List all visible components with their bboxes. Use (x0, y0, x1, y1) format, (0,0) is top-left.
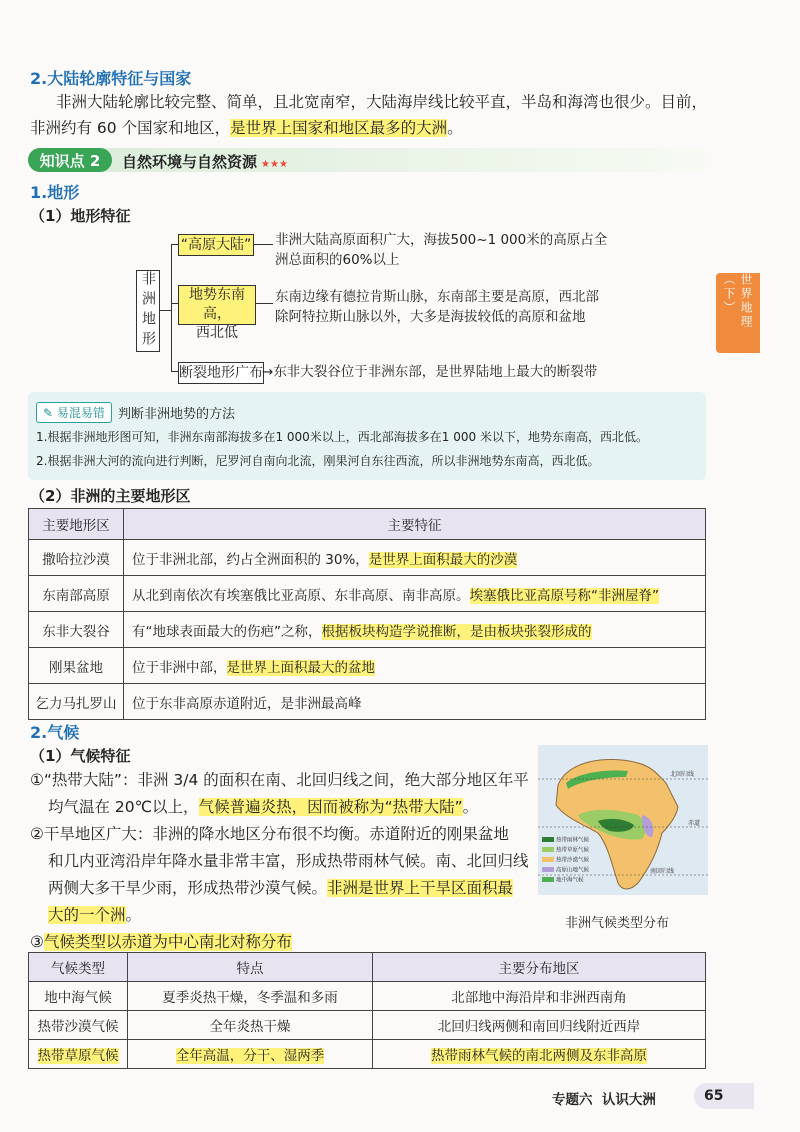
para-line: ②干旱地区广大：非洲的降水地区分布很不均衡。赤道附近的刚果盆地 (30, 825, 509, 843)
para-text: 均气温在 20℃以上， (48, 798, 199, 816)
legend-swatch (542, 837, 554, 842)
arrow (255, 303, 273, 304)
desc-line: 非洲大陆高原面积广大，海拔500~1 000米的高原占全 (275, 232, 608, 248)
table-row (29, 982, 706, 1011)
cell-type: 热带沙漠气候 (29, 1011, 128, 1040)
footer-title-text: 认识大洲 (601, 1092, 656, 1108)
para-line (30, 875, 540, 902)
cell-text: 从北到南依次有埃塞俄比亚高原、东非高原、南非高原。 (132, 587, 470, 604)
cell-feature (124, 684, 706, 720)
cell-feature (124, 648, 706, 684)
cell-feature (124, 612, 706, 648)
footer-topic (552, 1088, 656, 1108)
climate-para (30, 767, 540, 956)
cell-type: 地中海气候 (29, 982, 128, 1011)
knowledge-title (122, 151, 288, 172)
node-desc: →东非大裂谷位于非洲东部，是世界陆地上最大的断裂带 (262, 364, 598, 380)
highlight-text: 气候普遍炎热，因而被称为“热带大陆” (198, 798, 463, 816)
terrain-heading: 1.地形 (30, 183, 80, 202)
star-icon: ★★★ (261, 159, 288, 170)
desc-line: 洲总面积的60%以上 (275, 252, 400, 268)
tip-badge-text: 易混易错 (56, 406, 105, 420)
cell-text: 有“地球表面最大的伤疤”之称， (132, 623, 322, 640)
para-text: ③ (30, 933, 44, 951)
connector (171, 244, 172, 372)
desc-line: 除阿特拉斯山脉以外，大多是海拔较低的高原和盆地 (275, 309, 586, 325)
highlight-text: 是世界上面积最大的沙漠 (368, 551, 518, 568)
highlight-text: 热带雨林气候的南北两侧及东非高原 (431, 1048, 647, 1064)
arrow (253, 244, 273, 245)
highlight-text: 是世界上国家和地区最多的大洲 (230, 119, 448, 137)
node-desc (275, 230, 607, 270)
col-header: 特点 (128, 953, 373, 982)
climate-sub: （1）气候特征 (30, 747, 131, 765)
diagram-node (178, 285, 256, 341)
highlight-text: 大的一个洲 (48, 906, 126, 924)
map-caption: 非洲气候类型分布 (565, 916, 670, 931)
footer-topic-text: 专题六 (552, 1092, 593, 1108)
col-header: 气候类型 (29, 953, 128, 982)
diagram-node: “高原大陆” (178, 234, 254, 256)
cell-feature (128, 1040, 373, 1069)
legend-swatch (542, 867, 554, 872)
para-text: 。 (447, 119, 463, 137)
cell-name: 乞力马扎罗山 (29, 684, 124, 720)
cell-region: 北部地中海沿岸和非洲西南角 (373, 982, 706, 1011)
table-row (29, 1040, 706, 1069)
cell-region: 北回归线两侧和南回归线附近西岸 (373, 1011, 706, 1040)
cell-text: 位于东非高原赤道附近，是非洲最高峰 (132, 695, 362, 712)
para-text: 。 (462, 798, 479, 816)
cell-feature (124, 540, 706, 576)
tip-title: 判断非洲地势的方法 (118, 407, 236, 422)
tip-line: 1.根据非洲地形图可知，非洲东南部海拔多在1 000米以上，西北部海拔多在1 000 米以下，地势东南高，西北低。 (36, 430, 648, 444)
cell-name: 东非大裂谷 (29, 612, 124, 648)
connector (171, 371, 178, 372)
connector (171, 303, 178, 304)
diagram-node: 断裂地形广布 (178, 362, 264, 384)
climate-heading: 2.气候 (30, 723, 80, 742)
col-header: 主要地形区 (29, 509, 124, 540)
cell-name: 东南部高原 (29, 576, 124, 612)
africa-climate-map (538, 745, 708, 895)
para-line: ①“热带大陆”：非洲 3/4 的面积在南、北回归线之间，绝大部分地区年平 (30, 771, 529, 789)
table-header-row (29, 953, 706, 982)
terrain-sub: （1）地形特征 (30, 207, 131, 225)
para-line (30, 794, 540, 821)
north-tropic-label: 北回归线 (670, 771, 695, 778)
cell-text: 位于非洲中部， (132, 659, 227, 676)
table-row (29, 1011, 706, 1040)
cell-feature: 全年炎热干燥 (128, 1011, 373, 1040)
highlight-text: 全年高温，分干、湿两季 (175, 1048, 325, 1064)
node-line: 地势东南高， (189, 287, 245, 322)
cell-region (373, 1040, 706, 1069)
side-tab: 世界地理（下） (716, 273, 760, 353)
legend-label: 热带沙漠气候 (556, 857, 590, 864)
highlight-text: 是世界上面积最大的盆地 (226, 659, 375, 676)
legend-label: 地中海气候 (556, 877, 584, 884)
cell-text: 位于非洲北部，约占全洲面积的 30%， (132, 551, 369, 568)
connector (159, 310, 171, 311)
equator-label: 赤道 (688, 820, 701, 827)
desc-line: 东南边缘有德拉肯斯山脉，东南部主要是高原，西北部 (275, 289, 599, 305)
climate-table (28, 952, 706, 1069)
table-row (29, 612, 706, 648)
highlight-text: 根据板块构造学说推断，是由板块张裂形成的 (321, 623, 592, 640)
legend-label: 热带草原气候 (556, 847, 590, 854)
table-row (29, 576, 706, 612)
connector (171, 244, 178, 245)
highlight-text: 气候类型以赤道为中心南北对称分布 (43, 933, 292, 951)
node-desc (275, 287, 599, 327)
knowledge-title-text: 自然环境与自然资源 (122, 153, 258, 171)
south-tropic-label: 南回归线 (650, 868, 675, 875)
table-row (29, 540, 706, 576)
legend-swatch (542, 847, 554, 852)
desc-line: 东非大裂谷位于非洲东部，是世界陆地上最大的断裂带 (273, 364, 598, 380)
cell-type (29, 1040, 128, 1069)
legend-label: 高原山地气候 (556, 867, 590, 874)
legend-label: 热带雨林气候 (556, 837, 590, 844)
para-line: 和几内亚湾沿岸年降水量非常丰富，形成热带雨林气候。南、北回归线 (48, 852, 529, 870)
cell-feature (124, 576, 706, 612)
cell-feature: 夏季炎热干燥，冬季温和多雨 (128, 982, 373, 1011)
legend-swatch (542, 877, 554, 882)
table-row (29, 648, 706, 684)
para-line (30, 902, 540, 929)
para-text: 两侧大多干旱少雨，形成热带沙漠气候。 (48, 879, 328, 897)
para-text: 非洲约有 60 个国家和地区， (30, 119, 231, 137)
cell-name: 撒哈拉沙漠 (29, 540, 124, 576)
highlight-text: 非洲是世界上干旱区面积最 (327, 879, 514, 897)
node-line: 西北低 (196, 325, 238, 341)
cell-name: 刚果盆地 (29, 648, 124, 684)
tip-line: 2.根据非洲大河的流向进行判断，尼罗河自南向北流，刚果河自东往西流，所以非洲地势东南高，西北低。 (36, 454, 600, 468)
table-header-row (29, 509, 706, 540)
landform-heading: （2）非洲的主要地形区 (30, 487, 191, 505)
col-header: 主要分布地区 (373, 953, 706, 982)
para-line (30, 115, 463, 142)
highlight-text: 埃塞俄比亚高原号称“非洲屋脊” (469, 587, 659, 604)
landform-table (28, 508, 706, 720)
para-line: 非洲大陆轮廓比较完整、简单，且北宽南窄，大陆海岸线比较平直，半岛和海湾也很少。目前， (56, 93, 708, 111)
para-text: 。 (125, 906, 142, 924)
tip-badge: ✎ 易混易错 (36, 402, 112, 423)
highlight-text: 热带草原气候 (37, 1048, 119, 1064)
legend-swatch (542, 857, 554, 862)
table-row (29, 684, 706, 720)
knowledge-badge: 知识点 2 (28, 148, 112, 172)
section-heading: 2.大陆轮廓特征与国家 (30, 69, 192, 88)
page-number: 65 (694, 1083, 754, 1109)
diagram-root: 非洲地形 (136, 270, 160, 352)
col-header: 主要特征 (124, 509, 706, 540)
